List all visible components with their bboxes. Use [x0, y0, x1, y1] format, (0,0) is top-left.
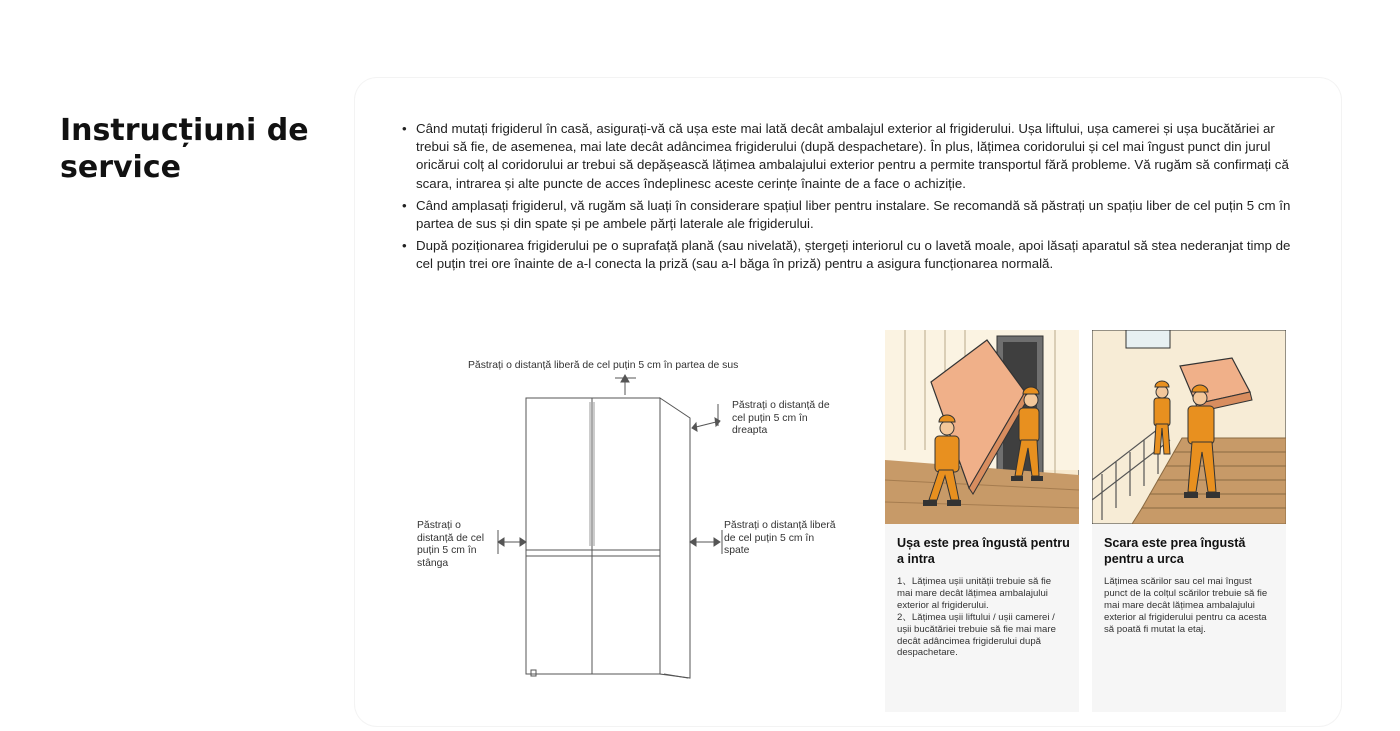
list-item: • Când mutați frigiderul în casă, asigurați-vă că ușa este mai lată decât ambalajul exterior al frigiderului. Ușa liftului, ușa camerei și ușa bucătăriei ar trebui să fie, de asemenea, mai late decât adâncimea frigiderului (după despachetare). În plus, lățimea coridorului și cel mai îngust punct din jurul oricărui colț al coridorului ar trebui să depășească lățimea ambalajului exterior pentru a permite transportul fără probleme. Vă rugăm să confirmați că scara, intrarea și alte puncte de acces îndeplinesc aceste cerințe înainte de a face o achiziție. — [402, 121, 1289, 191]
clearance-back-label: Păstrați o distanță liberă de cel puțin 5 cm în spate — [724, 520, 836, 557]
card-body: Lățimea scărilor sau cel mai îngust punct de la colțul scărilor trebuie să fie mai mare decât lățimea ambalajului exterior al frigiderului pentru ca acesta să poată fi mutat la etaj. — [1104, 576, 1268, 635]
door-moving-illustration — [885, 330, 1079, 524]
instruction-text: După poziționarea frigiderului pe o suprafață plană (sau nivelată), ștergeți interiorul cu o lavetă moale, apoi lăsați aparatul să stea nederanjat timp de cel puțin trei ore înainte de a-l conecta la priză (sau a-l băga în priză) pentru a asigura funcționarea normală. — [416, 238, 1291, 272]
stairs-moving-illustration — [1092, 330, 1286, 524]
card-title: Scara este prea îngustă pentru a urca — [1104, 536, 1246, 566]
list-item: • Când amplasați frigiderul, vă rugăm să luați în considerare spațiul liber pentru instalare. Se recomandă să păstrați un spațiu liber de cel puțin 5 cm în partea de sus și din spate și pe ambele părți laterale ale frigiderului. — [402, 197, 1291, 232]
page-title: Instrucțiuni de service — [60, 113, 309, 185]
door-too-narrow-card — [885, 330, 1079, 712]
card-body: 1、Lățimea ușii unității trebuie să fie mai mare decât lățimea ambalajului exterior al frigiderului. 2、Lățimea ușii liftului / ușii camerei / ușii bucătăriei trebuie să fie mai mare decât adâncimea frigiderului după despachetare. — [897, 576, 1056, 659]
clearance-diagram — [400, 340, 880, 700]
stairs-too-narrow-card — [1092, 330, 1286, 712]
instruction-text: Când amplasați frigiderul, vă rugăm să luați în considerare spațiul liber pentru instalare. Se recomandă să păstrați un spațiu liber de cel puțin 5 cm în partea de sus și din spate și pe ambele părți laterale ale frigiderului. — [416, 197, 1291, 232]
list-item: • După poziționarea frigiderului pe o suprafață plană (sau nivelată), ștergeți interiorul cu o lavetă moale, apoi lăsați aparatul să stea nederanjat timp de cel puțin trei ore înainte de a-l conecta la priză (sau a-l băga în priză) pentru a asigura funcționarea normală. — [402, 238, 1291, 272]
instruction-list — [400, 120, 1300, 278]
card-title: Ușa este prea îngustă pentru a intra — [897, 536, 1070, 566]
clearance-top-label: Păstrați o distanță liberă de cel puțin 5 cm în partea de sus — [468, 360, 739, 371]
clearance-right-label: Păstrați o distanță de cel puțin 5 cm în dreapta — [732, 400, 830, 437]
instruction-text: Când mutați frigiderul în casă, asigurați-vă că ușa este mai lată decât ambalajul exterior al frigiderului. Ușa liftului, ușa camerei și ușa bucătăriei ar trebui să fie, de asemenea, mai late decât adâncimea frigiderului (după despachetare). În plus, lățimea coridorului și cel mai îngust punct din jurul oricărui colț al coridorului ar trebui să depășească lățimea ambalajului exterior pentru a permite transportul fără probleme. Vă rugăm să confirmați că scara, intrarea și alte puncte de acces îndeplinesc aceste cerințe înainte de a face o achiziție. — [416, 121, 1289, 191]
clearance-left-label: Păstrați o distanță de cel puțin 5 cm în stânga — [417, 520, 485, 569]
